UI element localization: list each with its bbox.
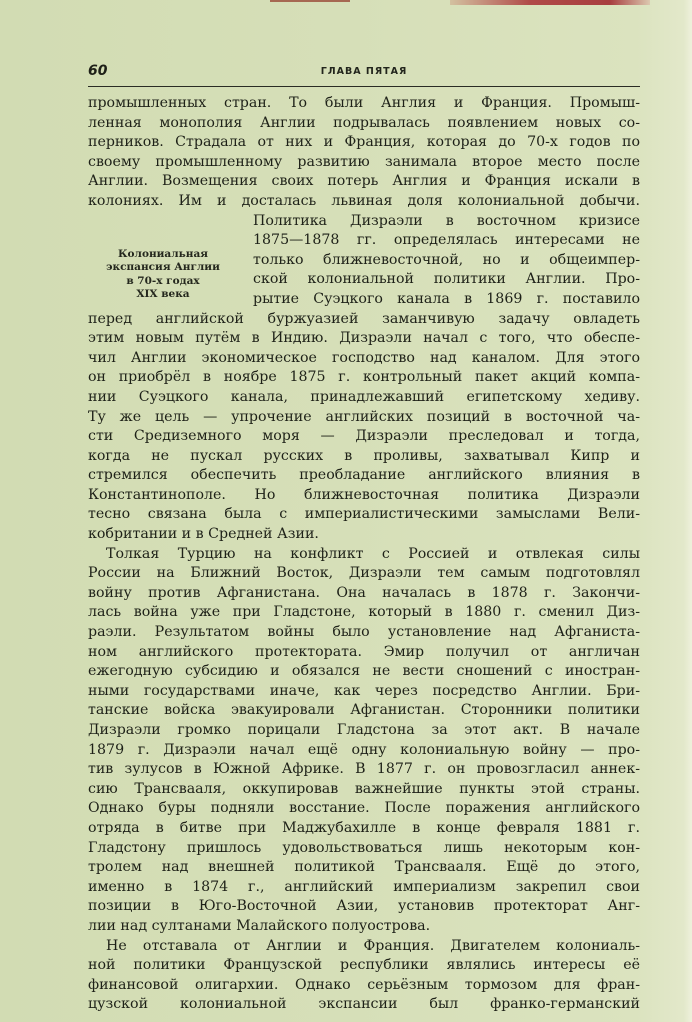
text-line: стремился обеспечить преобладание английского влияния в <box>88 467 640 484</box>
binding-mark <box>450 0 650 5</box>
text-line: Ту же цель — упрочение английских позиций в восточной ча- <box>88 408 640 425</box>
text-line: ежегодную субсидию и обязался не вести сношений с иностран- <box>88 663 640 680</box>
text-line: нии Суэцкого канала, принадлежавший египетскому хедиву. <box>88 388 640 405</box>
text-line: цузской колониальной экспансии был франко-германский <box>88 996 640 1013</box>
text-line: ном английского протектората. Эмир получил от англичан <box>88 643 640 660</box>
margin-note-line: Колониальная <box>117 248 208 260</box>
text-line: Политика Дизраэли в восточном кризисе <box>253 212 640 229</box>
text-line: ской колониальной политики Англии. Про- <box>253 271 640 288</box>
page-top-edge <box>0 0 692 6</box>
text-line: промышленных стран. То были Англия и Франция. Промыш- <box>88 95 640 111</box>
text-line: отряда в битве при Маджубахилле в конце февраля 1881 г. <box>88 819 640 836</box>
margin-note-line: XIX века <box>136 287 190 300</box>
text-line: Дизраэли громко порицали Гладстона за этот акт. В начале <box>88 722 640 738</box>
text-line: 1875—1878 гг. определялась интересами не <box>253 232 640 249</box>
binding-mark <box>270 0 350 2</box>
margin-note-line: в 70-х годах <box>126 274 200 287</box>
text-line: рытие Суэцкого канала в 1869 г. поставило <box>253 290 640 307</box>
text-line: позиции в Юго-Восточной Азии, установив протекторат Анг- <box>88 898 640 915</box>
text-line: раэли. Результатом войны было установление над Афганиста- <box>88 624 640 641</box>
text-line: сию Трансвааля, оккупировав важнейшие пункты этой страны. <box>88 780 640 797</box>
text-line: ной политики Французской республики являлись интересы её <box>88 957 640 974</box>
text-line: ленная монополия Англии подрывалась появлением новых со- <box>88 114 640 131</box>
text-line: колониях. Им и досталась львиная доля колониальной добычи. <box>88 192 640 209</box>
text-line: именно в 1874 г., английский империализм закрепил свои <box>88 878 640 895</box>
page-number: 60 <box>88 63 108 79</box>
text-line: 1879 г. Дизраэли начал ещё одну колониальную войну — про- <box>88 741 640 758</box>
text-line: Константинополе. Но ближневосточная политика Дизраэли <box>88 486 640 503</box>
text-line: Гладстону пришлось удовольствоваться лишь некоторым кон- <box>88 839 640 856</box>
page-edge <box>684 0 692 1022</box>
text-line: танские войска эвакуировали Афганистан. Сторонники политики <box>88 702 640 719</box>
text-line: лии над султанами Малайского полуострова. <box>88 917 431 934</box>
text-line: Англии. Возмещения своих потерь Англия и Франция искали в <box>88 173 640 190</box>
text-line: только ближневосточной, но и общеимпер- <box>253 251 640 268</box>
text-line: чил Англии экономическое господство над каналом. Для этого <box>88 349 640 366</box>
text-line: лась война уже при Гладстоне, который в 1880 г. сменил Диз- <box>88 604 640 621</box>
text-line: кобритании и в Средней Азии. <box>88 526 319 543</box>
text-line: перед английской буржуазией заманчивую задачу овладеть <box>88 310 640 327</box>
text-line: Однако буры подняли восстание. После поражения английского <box>88 800 640 817</box>
text-line: России на Ближний Восток, Дизраэли тем самым подготовлял <box>88 565 640 582</box>
text-line: тролем над внешней политикой Трансвааля. Ещё до этого, <box>88 859 640 876</box>
text-line: когда не пускал русских в проливы, захватывал Кипр и <box>88 447 640 464</box>
text-line: ными государствами иначе, как через посредство Англии. Бри- <box>88 682 640 699</box>
text-line: Толкая Турцию на конфликт с Россией и отвлекая силы <box>106 545 640 562</box>
running-head <box>88 63 640 83</box>
text-line: финансовой олигархии. Однако серьёзным тормозом для фран- <box>88 976 640 993</box>
text-line: этим новым путём в Индию. Дизраэли начал с того, что обеспе- <box>88 330 640 347</box>
text-line: тесно связана была с империалистическими замыслами Вели- <box>88 506 640 523</box>
text-line: тив зулусов в Южной Африке. В 1877 г. он провозгласил аннек- <box>88 761 640 778</box>
margin-note-line: экспансия Англии <box>106 261 220 274</box>
text-line: своему промышленному развитию занимала второе место после <box>88 153 640 170</box>
chapter-title: ГЛАВА ПЯТАЯ <box>320 66 408 77</box>
text-line: перников. Страдала от них и Франция, которая до 70-х годов по <box>88 134 640 151</box>
text-line: он приобрёл в ноябре 1875 г. контрольный пакет акций компа- <box>88 369 640 386</box>
header-rule <box>88 86 640 87</box>
text-line: сти Средиземного моря — Дизраэли преследовал и тогда, <box>88 428 640 445</box>
text-line: Не отставала от Англии и Франция. Двигателем колониаль- <box>106 937 640 954</box>
text-line: войну против Афганистана. Она началась в 1878 г. Закончи- <box>88 584 640 601</box>
body-text <box>88 94 640 1015</box>
